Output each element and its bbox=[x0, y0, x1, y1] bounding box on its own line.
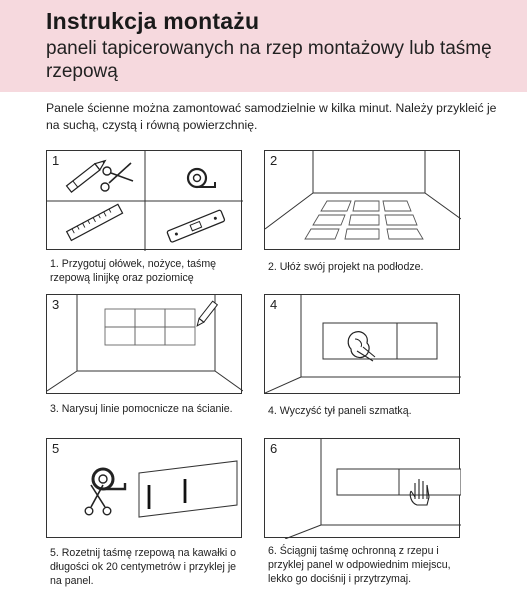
step-2-number: 2 bbox=[270, 153, 278, 168]
tape-roll-icon bbox=[93, 469, 125, 489]
step-4-caption: 4. Wyczyść tył paneli szmatką. bbox=[268, 405, 412, 417]
page-subtitle: paneli tapicerowanych na rzep montażowy lub taśmę rzepową bbox=[46, 38, 492, 82]
step-1-panel bbox=[46, 150, 242, 250]
step-2-illustration bbox=[265, 151, 461, 251]
step-2-panel bbox=[264, 150, 460, 250]
scissors-icon bbox=[101, 163, 133, 191]
step-3-number: 3 bbox=[52, 297, 60, 312]
guide-lines bbox=[105, 309, 195, 345]
level-icon bbox=[167, 210, 225, 243]
step-2-caption: 2. Ułóż swój projekt na podłodze. bbox=[268, 261, 424, 273]
step-3-caption: 3. Narysuj linie pomocnicze na ścianie. bbox=[50, 403, 233, 415]
step-6-caption: 6. Ściągnij taśmę ochronną z rzepu i przyklej panel w odpowiednim miejscu, lekko go dociśnij i przytrzymaj. bbox=[268, 545, 451, 585]
step-4-number: 4 bbox=[270, 297, 278, 312]
page-title: Instrukcja montażu bbox=[46, 8, 260, 34]
intro-text: Panele ścienne można zamontować samodzielnie w kilka minut. Należy przykleić je na suchą, czystą i równą powierzchnię. bbox=[46, 101, 497, 132]
step-3-panel bbox=[46, 294, 242, 394]
ruler-icon bbox=[67, 204, 123, 240]
tape-roll-icon bbox=[188, 169, 215, 187]
step-1-number: 1 bbox=[52, 153, 60, 168]
pencil-icon bbox=[195, 301, 218, 328]
step-1-caption: 1. Przygotuj ołówek, nożyce, taśmę rzepową linijkę oraz poziomicę bbox=[50, 258, 217, 284]
step-4-panel bbox=[264, 294, 460, 394]
step-1-illustration bbox=[47, 151, 243, 251]
step-6-illustration bbox=[265, 439, 461, 539]
step-6-panel bbox=[264, 438, 460, 538]
step-5-illustration bbox=[47, 439, 243, 539]
floor-tiles bbox=[305, 201, 423, 239]
step-5-number: 5 bbox=[52, 441, 60, 456]
step-3-illustration bbox=[47, 295, 243, 395]
step-4-illustration bbox=[265, 295, 461, 395]
step-5-caption: 5. Rozetnij taśmę rzepową na kawałki o długości ok 20 centymetrów i przyklej je na panel. bbox=[50, 547, 237, 587]
step-6-number: 6 bbox=[270, 441, 278, 456]
step-5-panel bbox=[46, 438, 242, 538]
header-banner bbox=[0, 0, 527, 92]
